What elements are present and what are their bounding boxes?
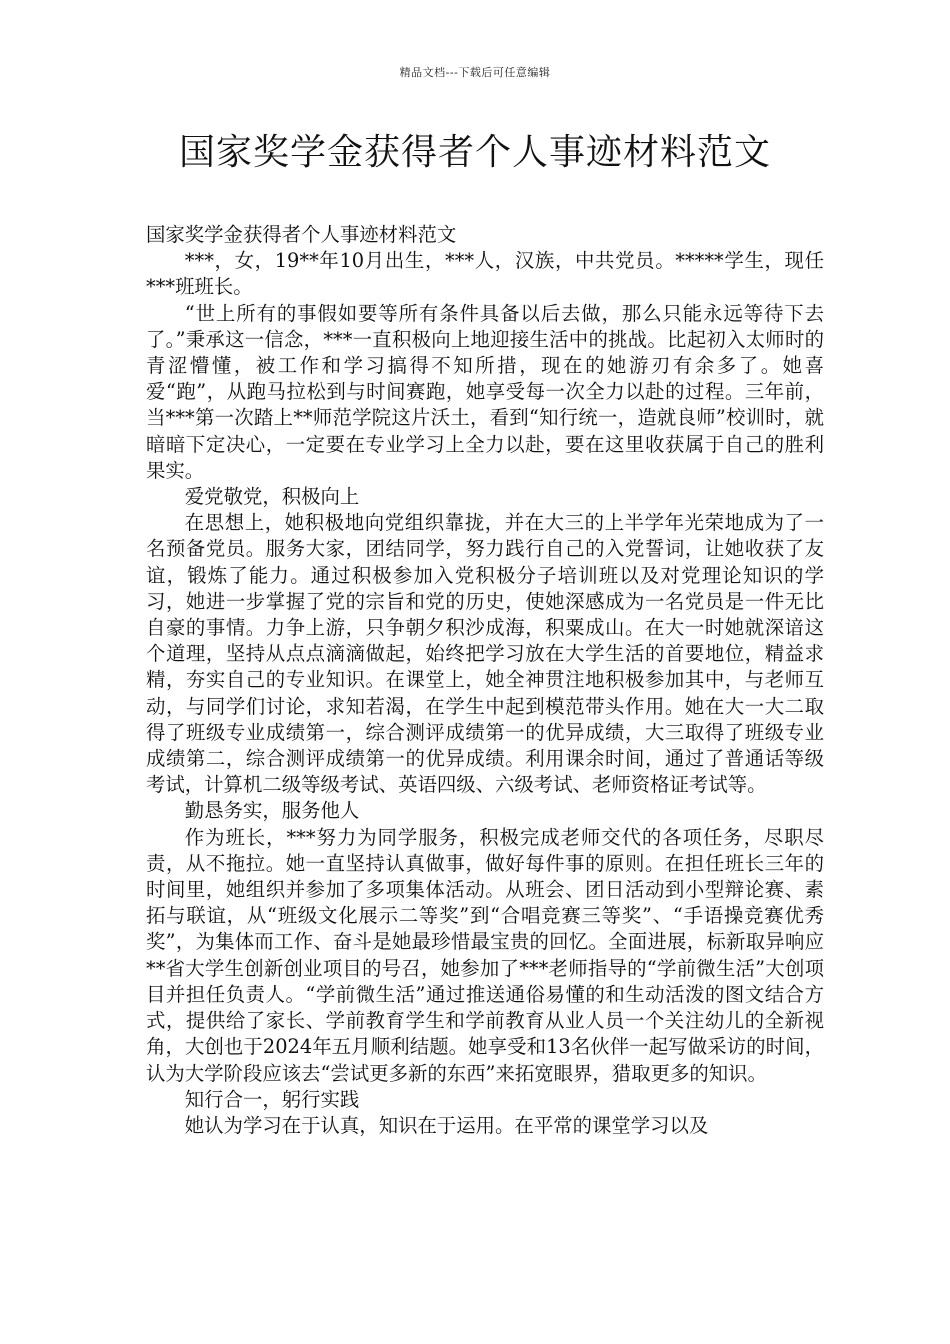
document-title: 国家奖学金获得者个人事迹材料范文	[178, 132, 771, 173]
header-note: 精品文档---下载后可任意编辑	[399, 66, 551, 79]
section-heading-practice: 知行合一，躬行实践	[184, 1087, 360, 1111]
intro-paragraph: ***，女，19**年10月出生，***人，汉族，中共党员。*****学生，现任***班班长。	[146, 249, 824, 299]
service-paragraph: 作为班长，***努力为同学服务，积极完成老师交代的各项任务，尽职尽责，从不拖拉。她一直坚持认真做事，做好每件事的原则。在担任班长三年的时间里，她组织并参加了多项集体活动。从班会、团日活动到小型辩论赛、素拓与联谊，从“班级文化展示二等奖”到“合唱竞赛三等奖”、“手语操竞赛优秀奖”，为集体而工作、奋斗是她最珍惜最宝贵的回忆。全面进展，标新取异响应**省大学生创新创业项目的号召，她参加了***老师指导的“学前微生活”大创项目并担任负责人。“学前微生活”通过推送通俗易懂的和生动活泼的图文结合方式，提供给了家长、学前教育学生和学前教育从业人员一个关注幼儿的全新视角，大创也于2024年五月顺利结题。她享受和13名伙伴一起写做采访的时间，认为大学阶段应该去“尝试更多新的东西”来拓宽眼界，猎取更多的知识。	[146, 825, 824, 1085]
party-paragraph: 在思想上，她积极地向党组织靠拢，并在大三的上半学年光荣地成为了一名预备党员。服务大家，团结同学，努力践行自己的入党誓词，让她收获了友谊，锻炼了能力。通过积极参加入党积极分子培训班以及对党理论知识的学习，她进一步掌握了党的宗旨和党的历史，使她深感成为一名党员是一件无比自豪的事情。力争上游，只争朝夕积沙成海，积粟成山。在大一时她就深谙这个道理，坚持从点点滴滴做起，始终把学习放在大学生活的首要地位，精益求精，夯实自己的专业知识。在课堂上，她全神贯注地积极参加其中，与老师互动，与同学们讨论，求知若渴，在学生中起到模范带头作用。她在大一大二取得了班级专业成绩第一，综合测评成绩第一的优异成绩，大三取得了班级专业成绩第二，综合测评成绩第一的优异成绩。利用课余时间，通过了普通话等级考试，计算机二级等级考试、英语四级、六级考试、老师资格证考试等。	[146, 511, 824, 797]
body-heading: 国家奖学金获得者个人事迹材料范文	[146, 223, 457, 246]
document-body	[146, 222, 824, 1139]
motto-paragraph: “世上所有的事假如要等所有条件具备以后去做，那么只能永远等待下去了。”秉承这一信念，***一直积极向上地迎接生活中的挑战。比起初入太师时的青涩懵懂，被工作和学习搞得不知所措，现在的她游刃有余多了。她喜爱“跑”，从跑马拉松到与时间赛跑，她享受每一次全力以赴的过程。三年前，当***第一次踏上**师范学院这片沃土，看到“知行统一，造就良师”校训时，就暗暗下定决心，一定要在专业学习上全力以赴，要在这里收获属于自己的胜利果实。	[146, 301, 824, 482]
section-heading-party: 爱党敬党，积极向上	[184, 485, 360, 509]
practice-paragraph: 她认为学习在于认真，知识在于运用。在平常的课堂学习以及	[184, 1113, 709, 1137]
section-heading-service: 勤恳务实，服务他人	[184, 799, 360, 823]
